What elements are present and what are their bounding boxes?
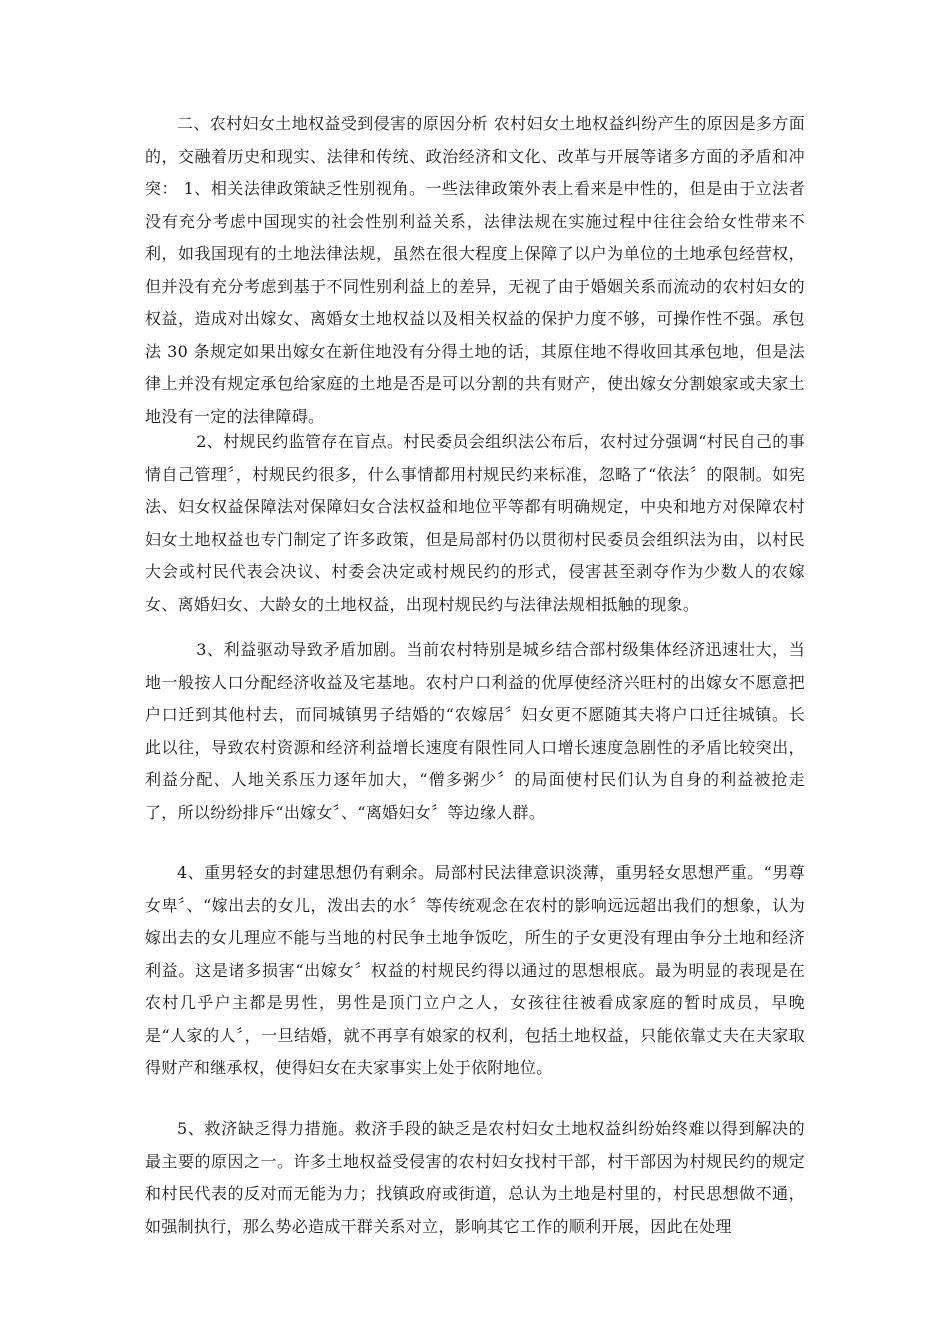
paragraph-interest-driven: 3、利益驱动导致矛盾加剧。当前农村特别是城乡结合部村级集体经济迅速壮大，当地一般按人口分配经济收益及宅基地。农村户口利益的优厚使经济兴旺村的出嫁女不愿意把户口迁到其他村去，而同城镇男子结婚的“农嫁居〞妇女更不愿随其夫将户口迁往城镇。长此以往，导致农村资源和经济利益增长速度有限性同人口增长速度急剧性的矛盾比较突出，利益分配、人地关系压力逐年加大，“僧多粥少〞的局面使村民们认为自身的利益被抢走了，所以纷纷排斥“出嫁女〞、“离婚妇女〞等边缘人群。 xyxy=(145,640,805,822)
paragraph-feudal-thinking: 4、重男轻女的封建思想仍有剩余。局部村民法律意识淡薄，重男轻女思想严重。“男尊女卑〞、“嫁出去的女儿，泼出去的水〞等传统观念在农村的影响远远超出我们的想象，认为嫁出去的女儿理应不能与当地的村民争土地争饭吃，所生的子女更没有理由争分土地和经济利益。这是诸多损害“出嫁女〞权益的村规民约得以通过的思想根底。最为明显的表现是在农村几乎户主都是男性，男性是顶门立户之人，女孩往往被看成家庭的暂时成员，早晚是“人家的人〞，一旦结婚，就不再享有娘家的权利，包括土地权益，只能依靠丈夫在夫家取得财产和继承权，使得妇女在夫家事实上处于依附地位。 xyxy=(145,863,805,1077)
paragraph-causes-intro: 二、农村妇女土地权益受到侵害的原因分析 农村妇女土地权益纠纷产生的原因是多方面的，交融着历史和现实、法律和传统、政治经济和文化、改革与开展等诸多方面的矛盾和冲突： 1、相关法律政策缺乏性别视角。一些法律政策外表上看来是中性的，但是由于立法者没有充分考虑中国现实的社会性别利益关系，法律法规在实施过程中往往会给女性带来不利，如我国现有的土地法律法规，虽然在很大程度上保障了以户为单位的土地承包经营权，但并没有充分考虑到基于不同性别利益上的差异，无视了由于婚姻关系而流动的农村妇女的权益，造成对出嫁女、离婚女土地权益以及相关权益的保护力度不够，可操作性不强。承包法 30 条规定如果出嫁女在新住地没有分得土地的话，其原住地不得收回其承包地，但是法律上并没有规定承包给家庭的土地是否是可以分割的共有财产，使出嫁女分割娘家或夫家土地没有一定的法律障碍。 xyxy=(145,114,805,426)
paragraph-relief-measures: 5、救济缺乏得力措施。救济手段的缺乏是农村妇女土地权益纠纷始终难以得到解决的最主要的原因之一。许多土地权益受侵害的农村妇女找村干部，村干部因为村规民约的规定和村民代表的反对而无能为力；找镇政府或街道，总认为土地是村里的，村民思想做不通，如强制执行，那么势必造成干群关系对立，影响其它工作的顺利开展，因此在处理 xyxy=(145,1119,805,1236)
paragraph-village-rules: 2、村规民约监管存在盲点。村民委员会组织法公布后，农村过分强调“村民自己的事情自己管理〞，村规民约很多，什么事情都用村规民约来标准，忽略了“依法〞的限制。如宪法、妇女权益保障法对保障妇女合法权益和地位平等都有明确规定，中央和地方对保障农村妇女土地权益也专门制定了许多政策，但是局部村仍以贯彻村民委员会组织法为由，以村民大会或村民代表会决议、村委会决定或村规民约的形式，侵害甚至剥夺作为少数人的农嫁女、离婚妇女、大龄女的土地权益，出现村规民约与法律法规相抵触的现象。 xyxy=(145,432,805,614)
